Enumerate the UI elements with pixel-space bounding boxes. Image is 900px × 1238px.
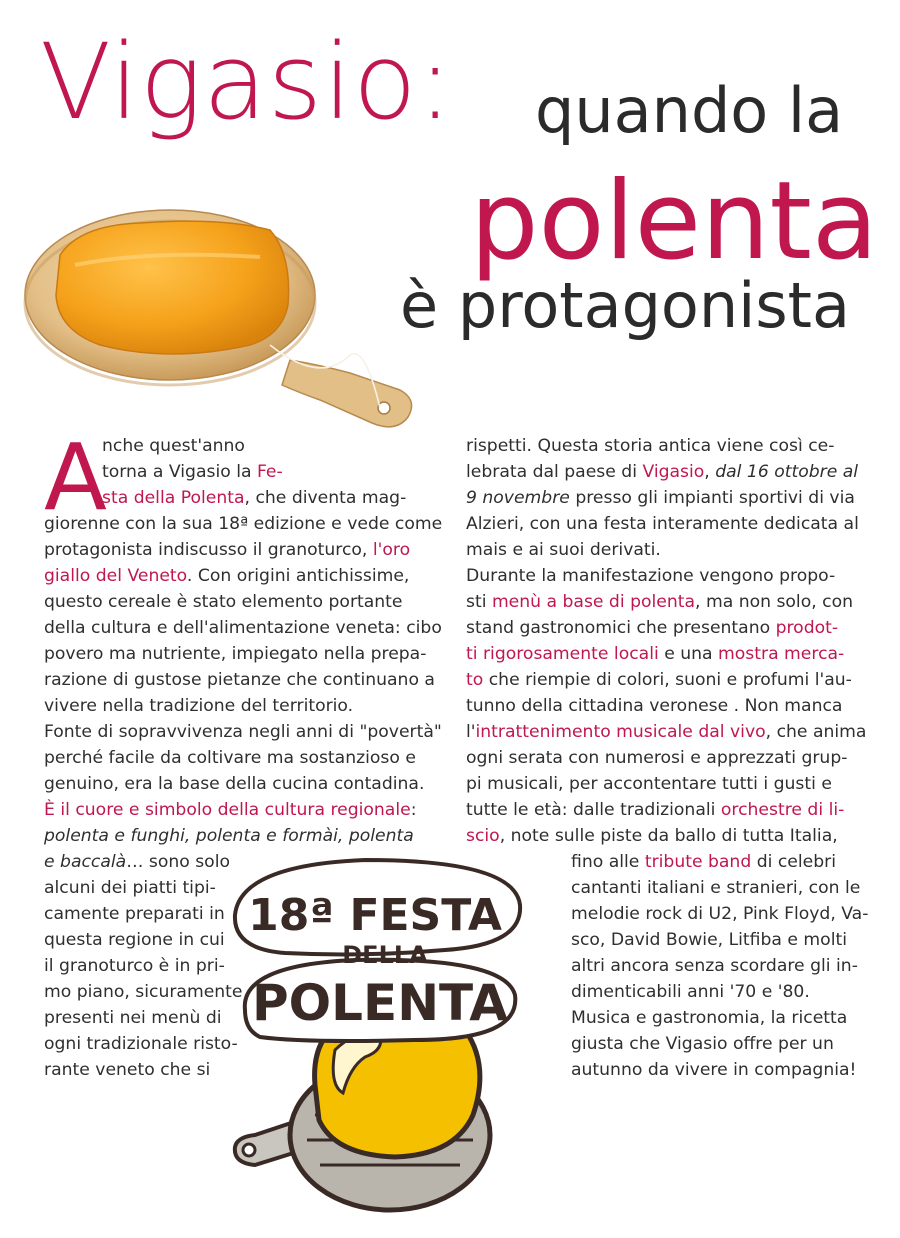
text-run: fino alle <box>571 852 645 872</box>
text-run: e baccalà <box>44 852 127 872</box>
text-line <box>466 797 866 823</box>
text-run: il granoturco è in pri- <box>44 956 225 976</box>
text-run: , ma non solo, con <box>695 592 854 612</box>
text-run: , note sulle piste da ballo di tutta Italia, <box>499 826 838 846</box>
text-line <box>466 771 866 797</box>
highlighted-text: prodot- <box>775 618 839 638</box>
text-line <box>102 433 442 459</box>
text-run: cantanti italiani e stranieri, con le <box>571 878 861 898</box>
text-run: autunno da vivere in compagnia! <box>571 1060 857 1080</box>
text-run: , che anima <box>765 722 867 742</box>
text-run: melodie rock di U2, Pink Floyd, Va- <box>571 904 869 924</box>
text-line <box>44 537 444 563</box>
text-line <box>44 511 444 537</box>
text-line <box>44 563 444 589</box>
highlighted-text: scio <box>466 826 500 846</box>
title-vigasio: Vigasio: <box>40 21 454 143</box>
text-line <box>466 641 866 667</box>
text-run: vivere nella tradizione del territorio. <box>44 696 354 716</box>
highlighted-text: Fe- <box>256 462 283 482</box>
text-line <box>466 511 866 537</box>
highlighted-text: sta della Polenta <box>102 488 245 508</box>
text-run: sco, David Bowie, Litfiba e molti <box>571 930 847 950</box>
text-line <box>571 1057 866 1083</box>
text-line <box>466 693 866 719</box>
highlighted-text: ti rigorosamente locali <box>466 644 659 664</box>
text-line <box>571 1031 866 1057</box>
text-run: rispetti. Questa storia antica viene così ce- <box>466 436 835 456</box>
text-line <box>466 537 866 563</box>
text-run: ogni serata con numerosi e apprezzati grup- <box>466 748 848 768</box>
text-run: mais e ai suoi derivati. <box>466 540 661 560</box>
text-run: presenti nei menù di <box>44 1008 222 1028</box>
title-polenta: polenta <box>470 159 879 284</box>
text-run: pi musicali, per accontentare tutti i gusti e <box>466 774 832 794</box>
text-line <box>44 641 444 667</box>
highlighted-text: l'oro <box>372 540 411 560</box>
text-line <box>466 459 866 485</box>
text-run: . Con origini antichissime, <box>186 566 410 586</box>
text-run: polenta e funghi, polenta e formài, polenta <box>44 826 414 846</box>
text-run: dimenticabili anni '70 e '80. <box>571 982 810 1002</box>
text-line <box>466 745 866 771</box>
text-line <box>466 589 866 615</box>
text-line <box>44 745 444 771</box>
text-run: tutte le età: dalle tradizionali <box>466 800 721 820</box>
text-run: tunno della cittadina veronese . Non manca <box>466 696 843 716</box>
text-run: Fonte di sopravvivenza negli anni di "povertà" <box>44 722 442 742</box>
text-line <box>44 589 444 615</box>
text-line <box>466 615 866 641</box>
text-run: l' <box>466 722 476 742</box>
highlighted-text: orchestre di li- <box>720 800 845 820</box>
text-run: altri ancora senza scordare gli in- <box>571 956 858 976</box>
text-line <box>44 615 444 641</box>
polenta-board-photo <box>20 195 420 445</box>
text-run: questa regione in cui <box>44 930 225 950</box>
logo-line-1: 18ª FESTA <box>248 890 502 941</box>
text-line <box>571 901 869 927</box>
highlighted-text: mostra merca- <box>718 644 845 664</box>
text-line <box>44 693 444 719</box>
title-quando-la: quando la <box>535 74 844 147</box>
text-run: 9 novembre <box>466 488 570 508</box>
text-run: camente preparati in <box>44 904 225 924</box>
text-line <box>466 433 866 459</box>
text-run: stand gastronomici che presentano <box>466 618 776 638</box>
text-run: genuino, era la base della cucina contadina. <box>44 774 425 794</box>
festa-della-polenta-logo <box>215 845 535 1230</box>
text-run: della cultura e dell'alimentazione veneta: cibo <box>44 618 442 638</box>
highlighted-text: giallo del Veneto <box>44 566 187 586</box>
text-run: … sono solo <box>126 852 230 872</box>
text-line <box>571 927 866 953</box>
text-run: Alzieri, con una festa interamente dedicata al <box>466 514 859 534</box>
title-protagonista: è protagonista <box>400 269 850 342</box>
text-run: Durante la manifestazione vengono propo- <box>466 566 836 586</box>
text-run: nche quest'anno <box>102 436 245 456</box>
text-run: lebrata dal paese di <box>466 462 643 482</box>
text-line <box>571 979 866 1005</box>
text-line <box>466 667 866 693</box>
text-line <box>571 953 866 979</box>
text-run: presso gli impianti sportivi di via <box>569 488 855 508</box>
text-line <box>44 719 444 745</box>
highlighted-text: tribute band <box>644 852 752 872</box>
text-run: questo cereale è stato elemento portante <box>44 592 403 612</box>
text-line <box>466 563 866 589</box>
text-run: di celebri <box>751 852 836 872</box>
text-line <box>571 1005 866 1031</box>
text-run: , <box>704 462 716 482</box>
text-line <box>102 485 442 511</box>
highlighted-text: menù a base di polenta <box>491 592 696 612</box>
text-run: alcuni dei piatti tipi- <box>44 878 216 898</box>
highlighted-text: È il cuore e simbolo della cultura regionale <box>44 800 411 820</box>
text-line <box>466 719 866 745</box>
text-run: povero ma nutriente, impiegato nella prepa- <box>44 644 427 664</box>
text-run: giusta che Vigasio offre per un <box>571 1034 834 1054</box>
text-line <box>466 485 866 511</box>
text-line <box>102 459 442 485</box>
text-run: sti <box>466 592 492 612</box>
highlighted-text: intrattenimento musicale dal vivo <box>475 722 766 742</box>
text-run: giorenne con la sua 18ª edizione e vede come <box>44 514 443 534</box>
text-run: e una <box>658 644 719 664</box>
text-run: razione di gustose pietanze che continuano a <box>44 670 435 690</box>
text-run: torna a Vigasio la <box>102 462 257 482</box>
text-line <box>44 667 444 693</box>
logo-line-3: POLENTA <box>252 974 508 1032</box>
drop-cap: A <box>44 424 107 531</box>
text-run: mo piano, sicuramente <box>44 982 243 1002</box>
text-line <box>571 849 866 875</box>
text-run: , che diventa mag- <box>244 488 407 508</box>
highlighted-text: Vigasio <box>642 462 705 482</box>
text-run: perché facile da coltivare ma sostanzioso e <box>44 748 416 768</box>
highlighted-text: to <box>466 670 484 690</box>
text-run: dal 16 ottobre al <box>715 462 859 482</box>
text-run: : <box>410 800 417 820</box>
text-run: che riempie di colori, suoni e profumi l'au- <box>483 670 852 690</box>
text-run: protagonista indiscusso il granoturco, <box>44 540 373 560</box>
text-line <box>44 797 444 823</box>
text-run: rante veneto che si <box>44 1060 211 1080</box>
text-line <box>571 875 866 901</box>
logo-line-2: DELLA <box>342 941 428 969</box>
text-line <box>44 771 444 797</box>
text-run: ogni tradizionale risto- <box>44 1034 238 1054</box>
text-run: Musica e gastronomia, la ricetta <box>571 1008 848 1028</box>
